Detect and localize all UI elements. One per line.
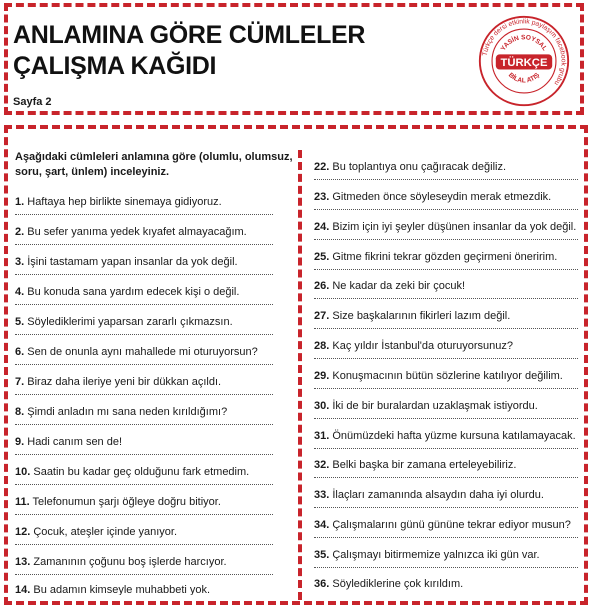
question-item xyxy=(314,160,578,190)
question-item xyxy=(15,583,273,595)
question-item xyxy=(314,458,578,488)
answer-line[interactable] xyxy=(15,244,273,245)
question-number: 35. xyxy=(314,549,330,561)
question-item xyxy=(15,495,273,525)
question-number: 28. xyxy=(314,340,330,352)
question-item xyxy=(15,375,273,405)
answer-line[interactable] xyxy=(15,574,273,575)
question-item xyxy=(15,285,273,315)
question-text: Zamanının çoğunu boş işlerde harcıyor. xyxy=(33,556,227,568)
question-item xyxy=(15,525,273,555)
question-text: İki de bir buralardan uzaklaşmak istiyordu. xyxy=(332,400,538,412)
question-text: Şimdi anladın mı sana neden kırıldığımı? xyxy=(27,406,228,418)
question-number: 11. xyxy=(15,496,30,508)
answer-line[interactable] xyxy=(15,364,273,365)
answer-line[interactable] xyxy=(15,454,273,455)
question-number: 9. xyxy=(15,436,25,448)
question-number: 1. xyxy=(15,196,25,208)
answer-line[interactable] xyxy=(314,567,578,568)
question-item xyxy=(15,255,273,285)
answer-line[interactable] xyxy=(314,179,578,180)
page-label: Sayfa 2 xyxy=(13,96,52,108)
answer-line[interactable] xyxy=(314,388,578,389)
answer-line[interactable] xyxy=(314,269,578,270)
question-item xyxy=(314,488,578,518)
question-text: Ne kadar da zeki bir çocuk! xyxy=(332,280,466,292)
column-divider xyxy=(298,150,302,600)
question-number: 12. xyxy=(15,526,31,538)
answer-line[interactable] xyxy=(15,544,273,545)
title-line-2: ÇALIŞMA KAĞIDI xyxy=(13,52,217,80)
logo-center-text: TÜRKÇE xyxy=(500,57,548,70)
answer-line[interactable] xyxy=(15,334,273,335)
answer-line[interactable] xyxy=(15,424,273,425)
question-item xyxy=(314,369,578,399)
question-number: 6. xyxy=(15,346,25,358)
question-number: 33. xyxy=(314,489,330,501)
question-item xyxy=(314,577,578,595)
turkce-logo-seal xyxy=(477,14,571,108)
title-line-1: ANLAMINA GÖRE CÜMLELER xyxy=(13,21,366,49)
logo-author-top: YASİN SOYSAL xyxy=(499,34,549,53)
question-number: 2. xyxy=(15,226,25,238)
question-text: Size başkalarının fikirleri lazım değil. xyxy=(332,310,511,322)
question-text: Sen de onunla aynı mahallede mi oturuyorsun? xyxy=(27,346,258,358)
answer-line[interactable] xyxy=(15,274,273,275)
logo-author-bottom: BİLAL ATIŞ xyxy=(506,71,542,85)
answer-line[interactable] xyxy=(314,537,578,538)
question-item xyxy=(314,548,578,578)
question-number: 26. xyxy=(314,280,330,292)
question-item xyxy=(314,220,578,250)
logo-ring-text: Türkçe dersi etkinlik paylaşım facebook grubu xyxy=(481,18,567,87)
answer-line[interactable] xyxy=(314,507,578,508)
svg-text:YASİN SOYSAL xyxy=(500,34,548,52)
answer-line[interactable] xyxy=(314,358,578,359)
answer-line[interactable] xyxy=(314,209,578,210)
question-item xyxy=(314,279,578,309)
question-text: Bu sefer yanıma yedek kıyafet almayacağım. xyxy=(27,226,247,238)
question-item xyxy=(15,345,273,375)
question-text: Telefonumun şarjı öğleye doğru bitiyor. xyxy=(32,496,221,508)
question-text: Kaç yıldır İstanbul'da oturuyorsunuz? xyxy=(332,340,514,352)
question-item xyxy=(15,315,273,345)
question-text: Çalışmalarını günü gününe tekrar ediyor musun? xyxy=(332,519,571,531)
question-number: 5. xyxy=(15,316,25,328)
question-item xyxy=(15,405,273,435)
question-text: Haftaya hep birlikte sinemaya gidiyoruz. xyxy=(27,196,222,208)
question-number: 24. xyxy=(314,221,330,233)
question-number: 27. xyxy=(314,310,330,322)
question-number: 29. xyxy=(314,370,330,382)
question-number: 10. xyxy=(15,466,31,478)
question-text: Gitmeden önce söyleseydin merak etmezdik. xyxy=(332,191,552,203)
question-number: 30. xyxy=(314,400,330,412)
question-number: 8. xyxy=(15,406,25,418)
worksheet-title xyxy=(13,20,365,82)
question-text: Belki başka bir zamana erteleyebiliriz. xyxy=(332,459,517,471)
answer-line[interactable] xyxy=(15,304,273,305)
question-text: Söylediklerimi yaparsan zararlı çıkmazsın. xyxy=(27,316,233,328)
question-text: Bu konuda sana yardım edecek kişi o değil. xyxy=(27,286,240,298)
question-text: İlaçları zamanında alsaydın daha iyi olurdu. xyxy=(332,489,544,501)
question-number: 4. xyxy=(15,286,25,298)
question-item xyxy=(314,339,578,369)
question-number: 3. xyxy=(15,256,25,268)
question-text: Saatin bu kadar geç olduğunu fark etmedim. xyxy=(33,466,250,478)
answer-line[interactable] xyxy=(314,418,578,419)
question-item xyxy=(314,250,578,280)
question-item xyxy=(314,190,578,220)
question-number: 23. xyxy=(314,191,330,203)
answer-line[interactable] xyxy=(15,214,273,215)
question-text: Biraz daha ileriye yeni bir dükkan açıldı. xyxy=(27,376,222,388)
instruction-text: Aşağıdaki cümleleri anlamına göre (olumlu, olumsuz, soru, şart, ünlem) inceleyiniz. xyxy=(15,151,293,178)
question-text: Bu adamın kimseyle muhabbeti yok. xyxy=(33,584,211,595)
question-number: 22. xyxy=(314,161,330,173)
question-text: Konuşmacının bütün sözlerine katılıyor değilim. xyxy=(332,370,563,382)
question-number: 14. xyxy=(15,584,31,595)
question-text: Bu toplantıya onu çağıracak değiliz. xyxy=(332,161,507,173)
answer-line[interactable] xyxy=(15,394,273,395)
question-item xyxy=(15,465,273,495)
question-item xyxy=(314,309,578,339)
question-number: 25. xyxy=(314,251,330,263)
answer-line[interactable] xyxy=(314,328,578,329)
answer-line[interactable] xyxy=(15,514,273,515)
answer-line[interactable] xyxy=(314,239,578,240)
question-text: Bizim için iyi şeyler düşünen insanlar da yok değil. xyxy=(332,221,577,233)
question-number: 34. xyxy=(314,519,330,531)
question-item xyxy=(15,435,273,465)
question-text: İşini tastamam yapan insanlar da yok değil. xyxy=(27,256,238,268)
svg-text:BİLAL ATIŞ xyxy=(507,71,542,84)
question-number: 13. xyxy=(15,556,31,568)
question-text: Çocuk, ateşler içinde yanıyor. xyxy=(33,526,178,538)
question-item xyxy=(314,429,578,459)
answer-line[interactable] xyxy=(314,477,578,478)
question-item xyxy=(15,555,273,585)
question-text: Önümüzdeki hafta yüzme kursuna katılamayacak. xyxy=(332,430,576,442)
question-number: 31. xyxy=(314,430,330,442)
question-item xyxy=(15,225,273,255)
answer-line[interactable] xyxy=(15,484,273,485)
question-number: 32. xyxy=(314,459,330,471)
question-item xyxy=(15,195,273,225)
question-text: Gitme fikrini tekrar gözden geçirmeni öneririm. xyxy=(332,251,558,263)
question-number: 7. xyxy=(15,376,25,388)
question-item xyxy=(314,518,578,548)
answer-line[interactable] xyxy=(314,448,578,449)
question-text: Söylediklerine çok kırıldım. xyxy=(332,578,464,590)
question-text: Çalışmayı bitirmemize yalnızca iki gün var. xyxy=(332,549,540,561)
answer-line[interactable] xyxy=(314,298,578,299)
question-item xyxy=(314,399,578,429)
question-number: 36. xyxy=(314,578,330,590)
question-text: Hadi canım sen de! xyxy=(27,436,123,448)
